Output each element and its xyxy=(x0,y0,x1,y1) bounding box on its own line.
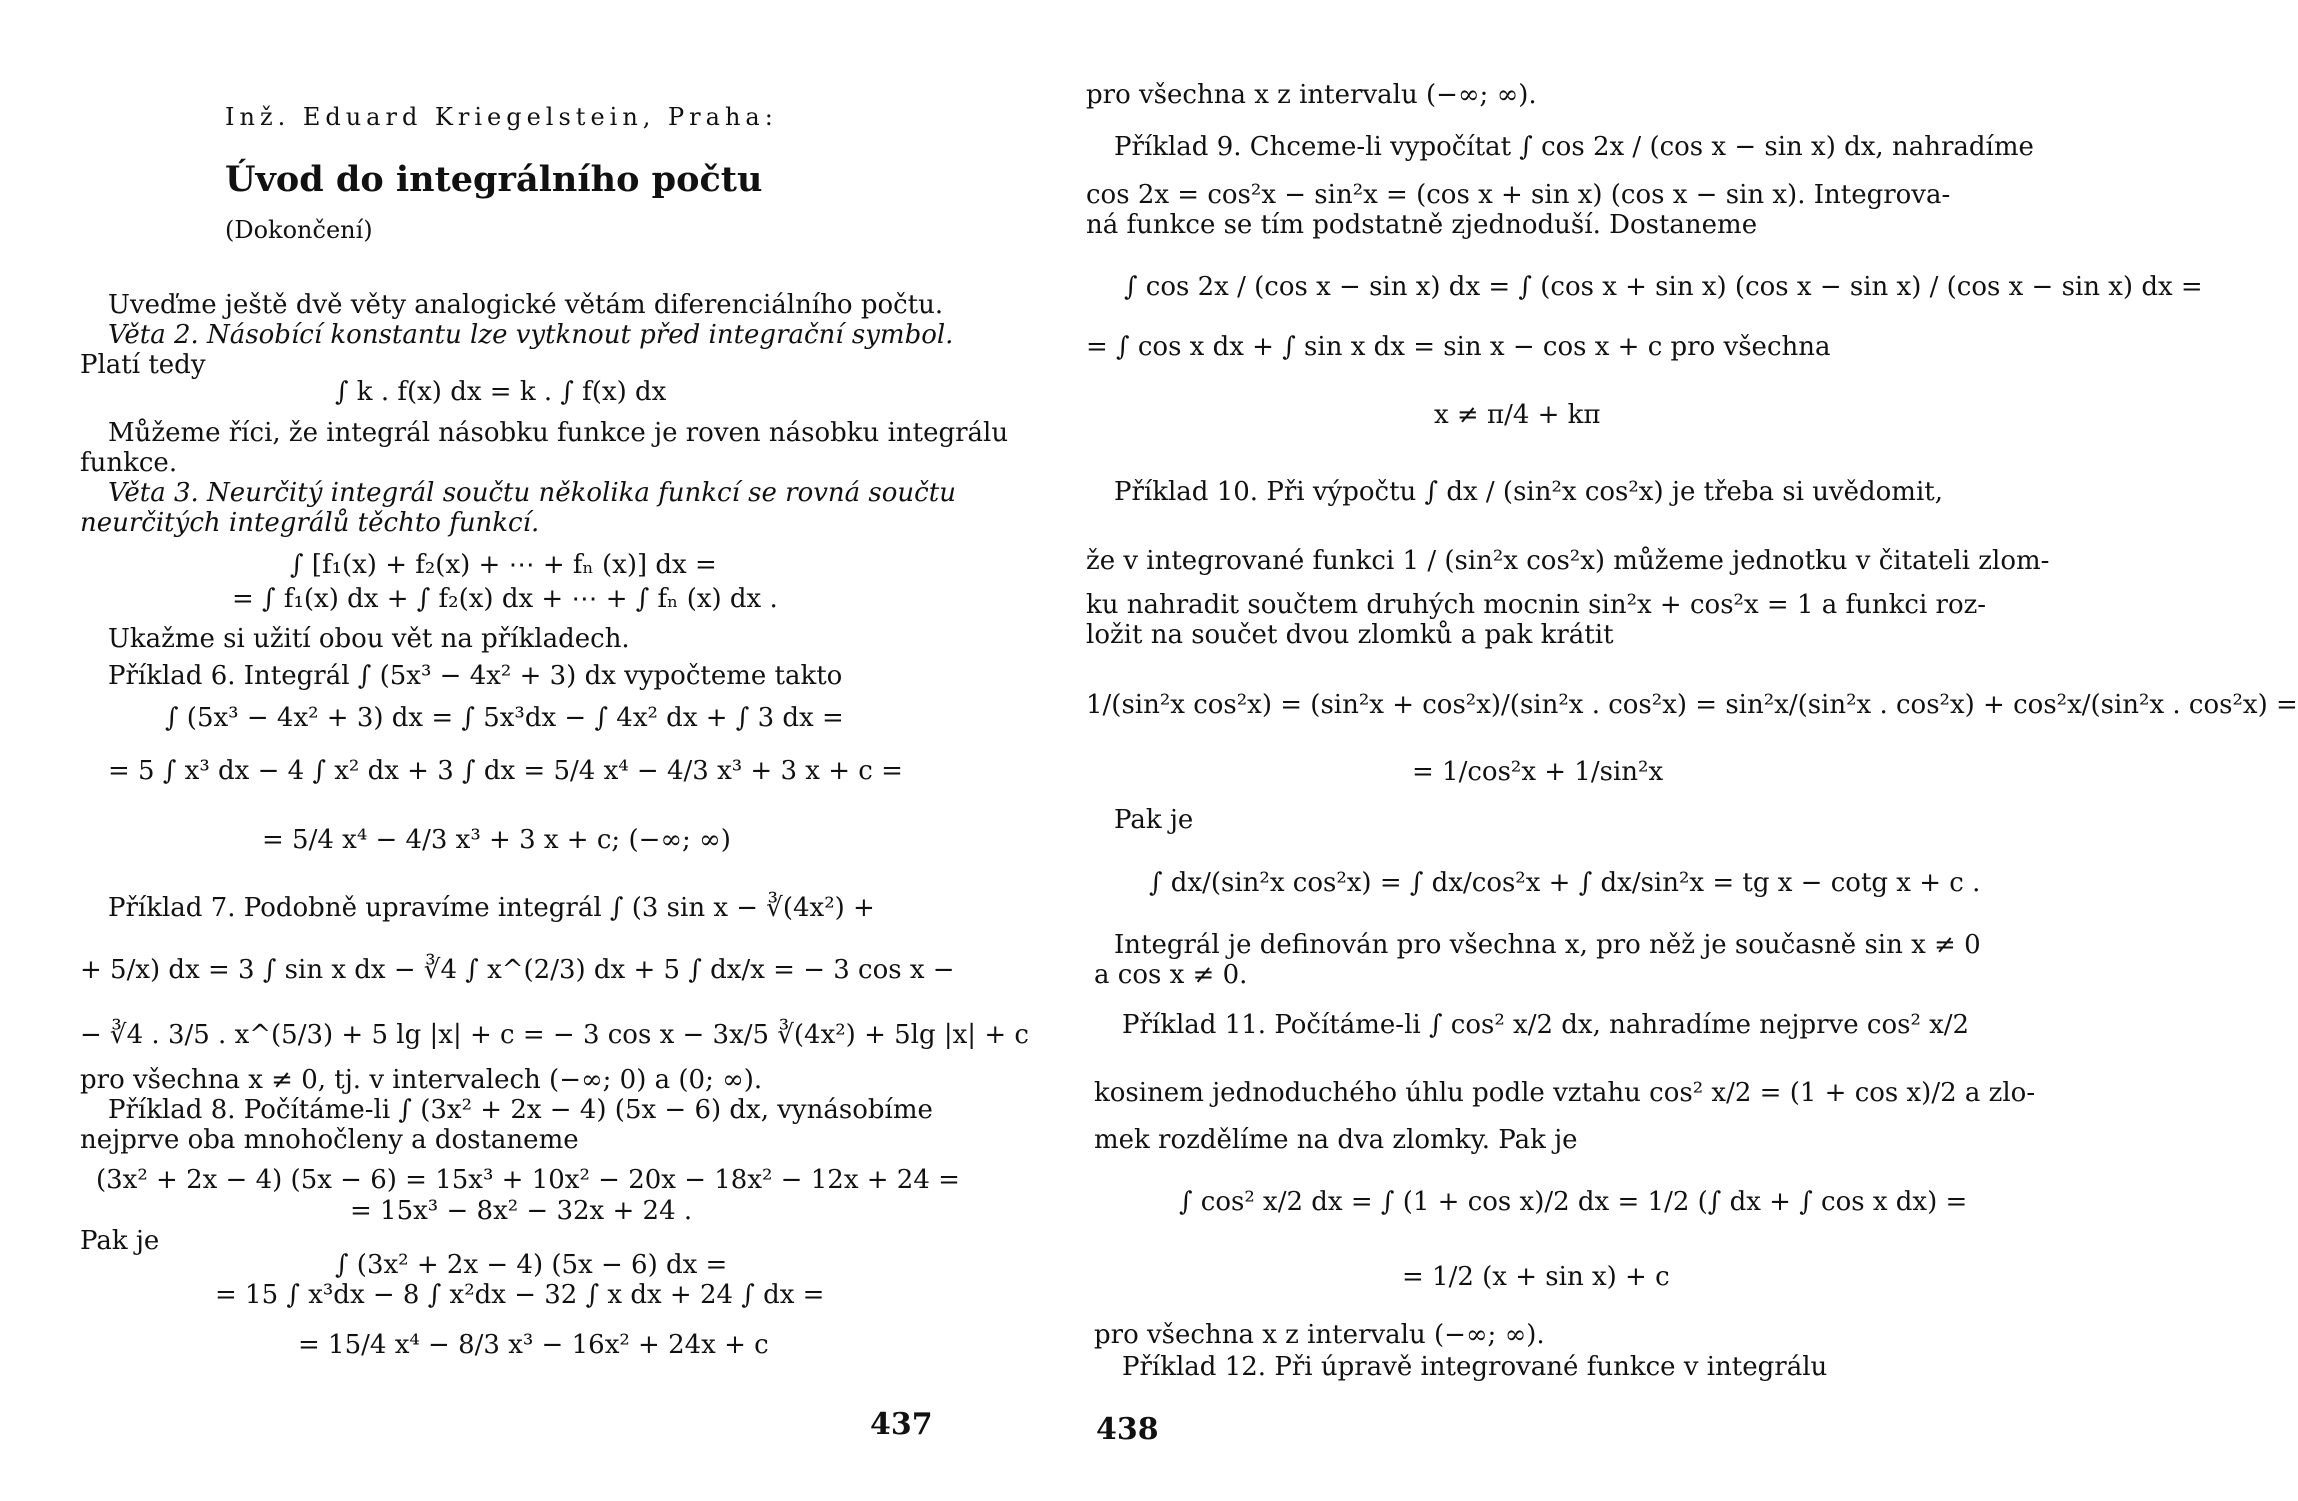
text-line: Pak je xyxy=(1114,805,1194,835)
formula-line: = 15/4 x⁴ − 8/3 x³ − 16x² + 24x + c xyxy=(298,1330,769,1360)
text-line: ku nahradit součtem druhých mocnin sin²x + cos²x = 1 a funkci roz- xyxy=(1086,590,1987,620)
text-line: že v integrované funkci 1 / (sin²x cos²x) můžeme jednotku v čitateli zlom- xyxy=(1086,546,2050,576)
text-line: ná funkce se tím podstatně zjednoduší. Dostaneme xyxy=(1086,210,1758,240)
page-number: 438 xyxy=(1096,1412,1159,1447)
example-line: Příklad 12. Při úpravě integrované funkce v integrálu xyxy=(1122,1352,1828,1382)
right-page xyxy=(1004,0,2298,1501)
example-line: Příklad 9. Chceme-li vypočítat ∫ cos 2x / (cos x − sin x) dx, nahradíme xyxy=(1114,132,2034,162)
example-line: Příklad 7. Podobně upravíme integrál ∫ (3 sin x − ∛(4x²) + xyxy=(108,893,875,923)
text-line: ložit na součet dvou zlomků a pak krátit xyxy=(1086,620,1614,650)
text-line: mek rozdělíme na dva zlomky. Pak je xyxy=(1094,1125,1578,1155)
author-line: Inž. Eduard Kriegelstein, Praha: xyxy=(225,103,778,131)
text-line: kosinem jednoduchého úhlu podle vztahu cos² x/2 = (1 + cos x)/2 a zlo- xyxy=(1094,1078,2036,1108)
formula-line: = 1/cos²x + 1/sin²x xyxy=(1412,757,1664,787)
text-line: Integrál je definován pro všechna x, pro něž je současně sin x ≠ 0 xyxy=(1114,930,1981,960)
text-line: funkce. xyxy=(80,448,178,478)
text-line: pro všechna x z intervalu (−∞; ∞). xyxy=(1094,1320,1545,1350)
formula-line: = 5 ∫ x³ dx − 4 ∫ x² dx + 3 ∫ dx = 5/4 x⁴ − 4/3 x³ + 3 x + c = xyxy=(108,756,903,786)
formula-line: ∫ (5x³ − 4x² + 3) dx = ∫ 5x³dx − ∫ 4x² dx + ∫ 3 dx = xyxy=(165,703,844,733)
theorem-line: neurčitých integrálů těchto funkcí. xyxy=(80,508,540,538)
text-line: Uveďme ještě dvě věty analogické větám diferenciálního počtu. xyxy=(108,290,944,320)
theorem-line: Věta 2. Násobící konstantu lze vytknout před integrační symbol. xyxy=(108,320,954,350)
example-line: Příklad 11. Počítáme-li ∫ cos² x/2 dx, nahradíme nejprve cos² x/2 xyxy=(1122,1010,1970,1040)
formula-line: x ≠ π/4 + kπ xyxy=(1434,400,1601,430)
formula-line: − ∛4 . 3/5 . x^(5/3) + 5 lg |x| + c = − 3 cos x − 3x/5 ∛(4x²) + 5lg |x| + c xyxy=(80,1020,1029,1050)
text-line: pro všechna x z intervalu (−∞; ∞). xyxy=(1086,80,1537,110)
formula-line: ∫ cos 2x / (cos x − sin x) dx = ∫ (cos x + sin x) (cos x − sin x) / (cos x − sin x) dx = xyxy=(1124,272,2203,302)
formula-line: = ∫ f₁(x) dx + ∫ f₂(x) dx + ⋯ + ∫ fₙ (x) dx . xyxy=(232,584,778,614)
page-number: 437 xyxy=(870,1407,933,1442)
example-line: Příklad 8. Počítáme-li ∫ (3x² + 2x − 4) (5x − 6) dx, vynásobíme xyxy=(108,1095,933,1125)
text-line: Můžeme říci, že integrál násobku funkce je roven násobku integrálu xyxy=(108,418,1009,448)
text-line: nejprve oba mnohočleny a dostaneme xyxy=(80,1125,579,1155)
formula-line: = 15 ∫ x³dx − 8 ∫ x²dx − 32 ∫ x dx + 24 ∫ dx = xyxy=(215,1280,825,1310)
formula-line: ∫ k . f(x) dx = k . ∫ f(x) dx xyxy=(335,377,667,407)
formula-line: = ∫ cos x dx + ∫ sin x dx = sin x − cos x + c pro všechna xyxy=(1086,332,1831,362)
example-line: Příklad 10. Při výpočtu ∫ dx / (sin²x cos²x) je třeba si uvědomit, xyxy=(1114,477,1943,507)
text-line: cos 2x = cos²x − sin²x = (cos x + sin x) (cos x − sin x). Integrova- xyxy=(1086,180,1951,210)
formula-line: + 5/x) dx = 3 ∫ sin x dx − ∛4 ∫ x^(2/3) dx + 5 ∫ dx/x = − 3 cos x − xyxy=(80,955,955,985)
formula-line: ∫ cos² x/2 dx = ∫ (1 + cos x)/2 dx = 1/2 (∫ dx + ∫ cos x dx) = xyxy=(1179,1187,1968,1217)
formula-line: 1/(sin²x cos²x) = (sin²x + cos²x)/(sin²x . cos²x) = sin²x/(sin²x . cos²x) + cos²x/(sin²x . cos²x) = xyxy=(1086,690,2298,720)
article-title: Úvod do integrálního počtu xyxy=(225,159,763,200)
left-page xyxy=(0,0,1029,1501)
formula-line: = 1/2 (x + sin x) + c xyxy=(1402,1262,1670,1292)
formula-line: = 15x³ − 8x² − 32x + 24 . xyxy=(350,1196,693,1226)
formula-line: (3x² + 2x − 4) (5x − 6) = 15x³ + 10x² − 20x − 18x² − 12x + 24 = xyxy=(96,1165,960,1195)
text-line: pro všechna x ≠ 0, tj. v intervalech (−∞; 0) a (0; ∞). xyxy=(80,1065,763,1095)
text-line: Pak je xyxy=(80,1226,160,1256)
theorem-line: Věta 3. Neurčitý integrál součtu několika funkcí se rovná součtu xyxy=(108,478,956,508)
text-line: a cos x ≠ 0. xyxy=(1094,960,1248,990)
text-line: Platí tedy xyxy=(80,350,206,380)
text-line: Ukažme si užití obou vět na příkladech. xyxy=(108,624,630,654)
example-line: Příklad 6. Integrál ∫ (5x³ − 4x² + 3) dx vypočteme takto xyxy=(108,661,843,691)
article-subtitle: (Dokončení) xyxy=(225,216,373,244)
formula-line: = 5/4 x⁴ − 4/3 x³ + 3 x + c; (−∞; ∞) xyxy=(262,825,731,855)
formula-line: ∫ (3x² + 2x − 4) (5x − 6) dx = xyxy=(335,1250,728,1280)
formula-line: ∫ [f₁(x) + f₂(x) + ⋯ + fₙ (x)] dx = xyxy=(290,550,717,580)
formula-line: ∫ dx/(sin²x cos²x) = ∫ dx/cos²x + ∫ dx/sin²x = tg x − cotg x + c . xyxy=(1149,868,1981,898)
